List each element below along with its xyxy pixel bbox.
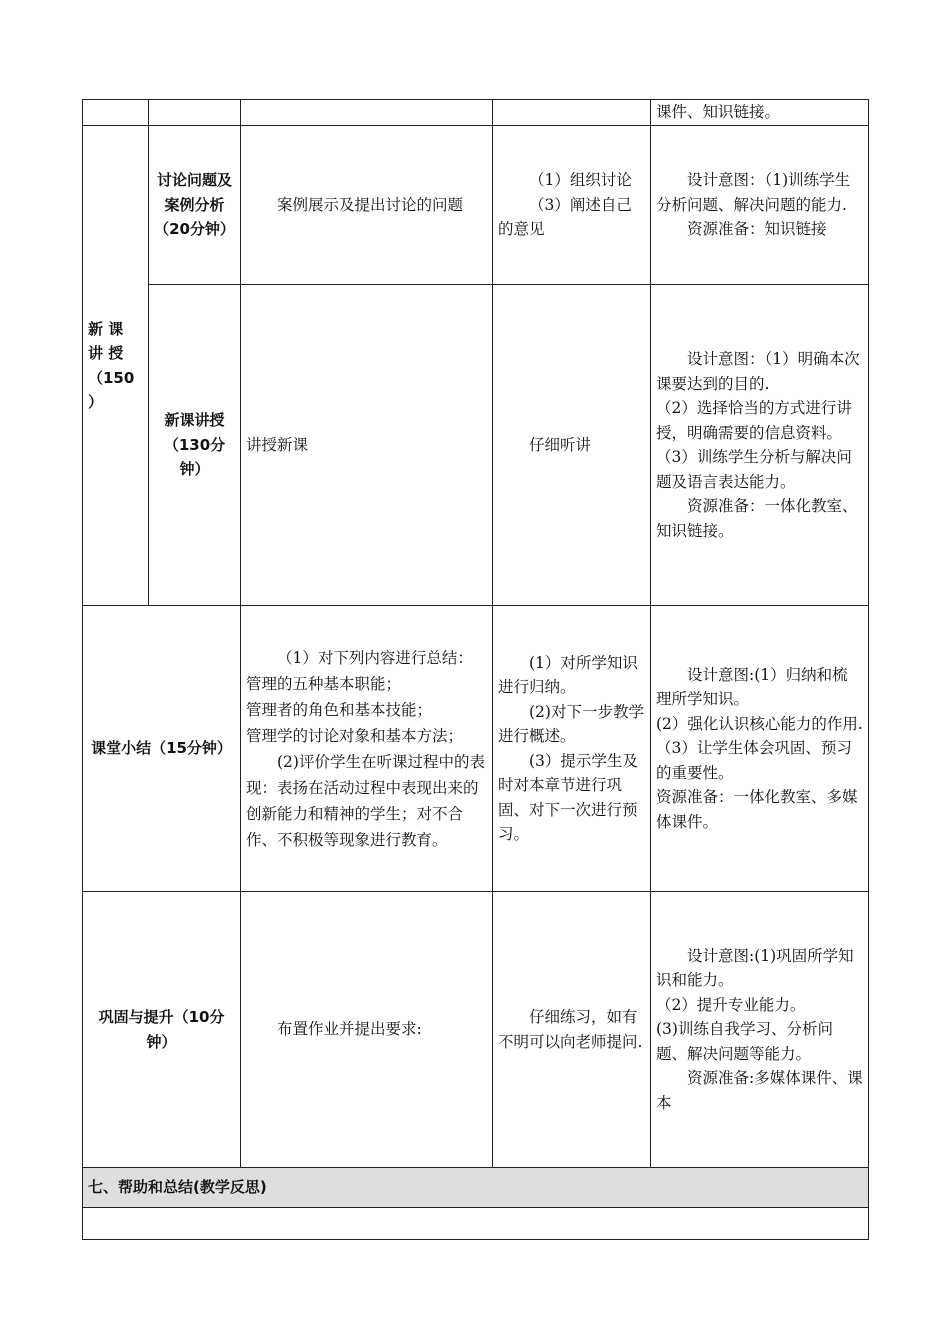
- teacher-new-lesson-cell: [241, 285, 493, 606]
- teacher-summary-line: (2)评价学生在听课过程中的表现：表扬在活动过程中表现出来的创新能力和精神的学生；对不合作、不积极等现象进行教育。: [246, 752, 485, 849]
- table-row-new-lesson: [83, 285, 869, 606]
- teacher-consolidate-cell: [241, 892, 493, 1168]
- design-new-lesson-line: 设计意图：（1）明确本次课要达到的目的.: [656, 350, 860, 393]
- teacher-discussion-cell: [241, 126, 493, 285]
- student-discussion-line: （3）阐述自己的意见: [498, 195, 632, 239]
- step-discussion-cell: 讨论问题及案例分析（20分钟）: [149, 126, 241, 285]
- teacher-summary-line: （1）对下列内容进行总结：管理的五种基本职能；: [246, 648, 473, 693]
- design-new-lesson-line: （3）训练学生分析与解决问题及语言表达能力。: [656, 448, 852, 491]
- student-new-lesson-cell: [493, 285, 651, 606]
- student-discussion-line: （1）组织讨论: [529, 171, 632, 190]
- student-consolidate-text: 仔细练习，如有不明可以向老师提问.: [498, 1008, 643, 1051]
- design-discussion-line: 资源准备：知识链接: [687, 220, 827, 239]
- teacher-summary-cell: [241, 606, 493, 892]
- design-summary-cell: [651, 606, 869, 892]
- step-summary-cell: 课堂小结（15分钟）: [83, 606, 241, 892]
- design-consolidate-line: （2）提升专业能力。: [656, 995, 806, 1014]
- design-new-lesson-line: 资源准备：一体化教室、知识链接。: [656, 497, 858, 540]
- teacher-discussion-text: 案例展示及提出讨论的问题: [277, 195, 464, 214]
- table-row-reflection-body: [83, 1208, 869, 1240]
- table-row-summary: [83, 606, 869, 892]
- design-new-lesson-cell: [651, 285, 869, 606]
- design-summary-line: 资源准备：一体化教室、多媒体课件。: [656, 788, 858, 831]
- student-new-lesson-text: 仔细听讲: [529, 435, 592, 454]
- design-consolidate-line: (3)训练自我学习、分析问题、解决问题等能力。: [656, 1020, 833, 1063]
- design-summary-line: (2）强化认识核心能力的作用.（3）让学生体会巩固、预习的重要性。: [656, 714, 863, 782]
- student-summary-line: (3）提示学生及时对本章节进行巩固、对下一次进行预习。: [498, 751, 638, 843]
- teacher-new-lesson-text: 讲授新课: [246, 435, 309, 454]
- design-discussion-line: 设计意图：（1)训练学生分析问题、解决问题的能力.: [656, 171, 851, 214]
- design-consolidate-line: 设计意图:(1)巩固所学知识和能力。: [656, 946, 854, 990]
- design-consolidate-line: 资源准备:多媒体课件、课本: [656, 1069, 863, 1112]
- empty-cell: [149, 100, 241, 126]
- teacher-summary-line: 管理者的角色和基本技能；: [246, 700, 433, 719]
- table-row-discussion: [83, 126, 869, 285]
- design-new-lesson-line: （2）选择恰当的方式进行讲授，明确需要的信息资料。: [656, 399, 852, 442]
- teacher-consolidate-text: 布置作业并提出要求:: [277, 1020, 422, 1039]
- lesson-plan-table: [82, 99, 869, 1240]
- phase-new-lesson-cell: 新 课 讲 授 （150 ）: [83, 126, 149, 606]
- design-consolidate-cell: [651, 892, 869, 1168]
- empty-cell: [493, 100, 651, 126]
- empty-cell: [241, 100, 493, 126]
- reflection-body-cell: [83, 1208, 869, 1240]
- carry-resource-cell: 课件、知识链接。: [651, 100, 869, 126]
- student-discussion-cell: [493, 126, 651, 285]
- empty-cell: [83, 100, 149, 126]
- student-consolidate-cell: [493, 892, 651, 1168]
- teacher-summary-line: 管理学的讨论对象和基本方法；: [246, 726, 464, 745]
- step-new-lesson-cell: 新课讲授（130分钟）: [149, 285, 241, 606]
- table-row-carry: [83, 100, 869, 126]
- reflection-heading: 七、帮助和总结(教学反思): [83, 1168, 869, 1208]
- design-discussion-cell: [651, 126, 869, 285]
- design-summary-line: 设计意图:(1）归纳和梳理所学知识。: [656, 665, 848, 709]
- student-summary-line: (2)对下一步教学进行概述。: [498, 702, 644, 745]
- table-row-consolidate: [83, 892, 869, 1168]
- table-row-reflection-heading: [83, 1168, 869, 1208]
- student-summary-cell: [493, 606, 651, 892]
- step-consolidate-cell: 巩固与提升（10分钟）: [83, 892, 241, 1168]
- student-summary-line: (1）对所学知识进行归纳。: [498, 653, 638, 696]
